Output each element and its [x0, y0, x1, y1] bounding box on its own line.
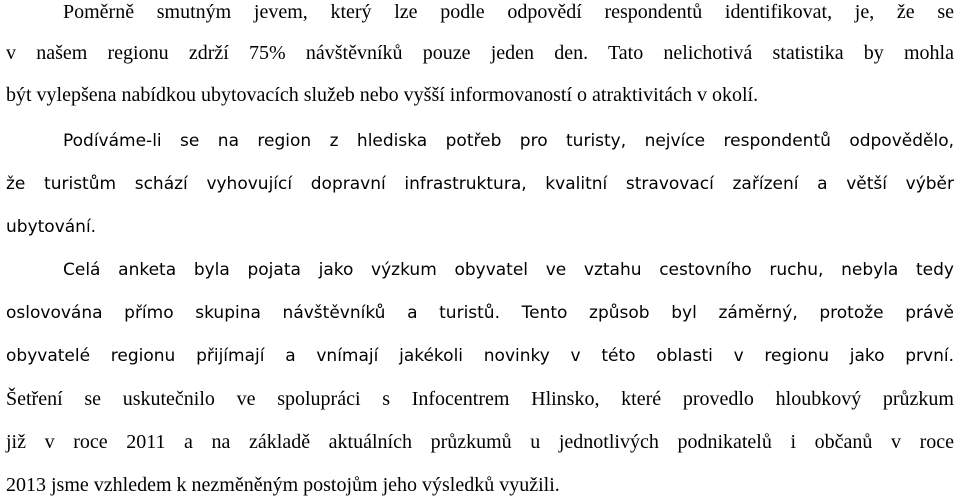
paragraph-4-line-3: 2013 jsme vzhledem k nezměněným postojům jeho výsledků využili.: [6, 474, 560, 496]
paragraph-4-line-1: Šetření se uskutečnilo ve spolupráci s Infocentrem Hlinsko, které provedlo hloubkový průzkum: [6, 388, 954, 410]
paragraph-2-line-3: ubytování.: [6, 217, 97, 237]
paragraph-4-line-2: již v roce 2011 a na základě aktuálních průzkumů u jednotlivých podnikatelů i občanů v roce: [6, 431, 954, 453]
paragraph-2-line-1: Podíváme-li se na region z hlediska potřeb pro turisty, nejvíce respondentů odpovědělo,: [63, 131, 954, 151]
paragraph-1-line-2: v našem regionu zdrží 75% návštěvníků pouze jeden den. Tato nelichotivá statistika by mohla: [6, 42, 954, 64]
paragraph-1-line-1: Poměrně smutným jevem, který lze podle odpovědí respondentů identifikovat, je, že se: [63, 1, 954, 23]
paragraph-1-line-3: být vylepšena nabídkou ubytovacích služeb nebo vyšší informovaností o atraktivitách v okolí.: [6, 84, 759, 106]
paragraph-3-line-1: Celá anketa byla pojata jako výzkum obyvatel ve vztahu cestovního ruchu, nebyla tedy: [63, 260, 954, 280]
paragraph-3-line-2: oslovována přímo skupina návštěvníků a turistů. Tento způsob byl záměrný, protože právě: [6, 303, 954, 323]
paragraph-3-line-3: obyvatelé regionu přijímají a vnímají jakékoli novinky v této oblasti v regionu jako první.: [6, 346, 954, 366]
paragraph-2-line-2: že turistům schází vyhovující dopravní infrastruktura, kvalitní stravovací zařízení a větší výběr: [6, 174, 954, 194]
